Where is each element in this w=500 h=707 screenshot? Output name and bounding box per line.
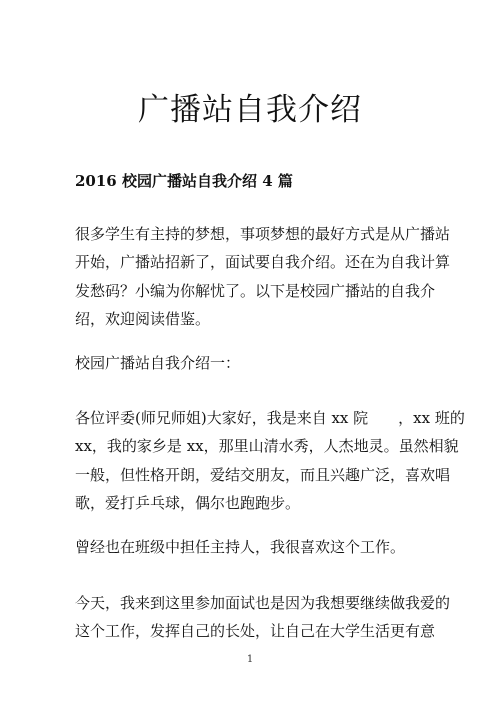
text-line: 今天，我来到这里参加面试也是因为我想要继续做我爱的 xyxy=(75,594,451,612)
page-title: 广播站自我介绍 xyxy=(138,92,362,128)
text-line: xx，我的家乡是 xx，那里山清水秀，人杰地灵。虽然相貌 xyxy=(75,437,459,456)
document-subtitle: 2016 校园广播站自我介绍 4 篇 xyxy=(75,172,293,190)
text-line: 很多学生有主持的梦想，事项梦想的最好方式是从广播站 xyxy=(75,225,451,243)
text-line: 发愁码？小编为你解忧了。以下是校园广播站的自我介 xyxy=(75,281,436,300)
text-line: 各位评委(师兄师姐)大家好，我是来自 xx 院 ，xx 班的 xyxy=(75,409,465,427)
section-heading xyxy=(75,349,430,377)
paragraph-experience xyxy=(75,533,430,561)
text-line: 这个工作，发挥自己的长处，让自己在大学生活更有意 xyxy=(75,622,436,641)
paragraph-self-introduction xyxy=(75,404,465,518)
paragraph-intro xyxy=(75,220,451,334)
page-number: 1 xyxy=(246,654,254,665)
paragraph-motivation xyxy=(75,589,451,646)
text-line: 校园广播站自我介绍一： xyxy=(75,354,241,372)
text-line: 歌，爱打乒乓球，偶尔也跑跑步。 xyxy=(75,494,301,513)
text-line: 曾经也在班级中担任主持人，我很喜欢这个工作。 xyxy=(75,538,406,556)
text-line: 绍，欢迎阅读借鉴。 xyxy=(75,310,211,329)
text-line: 开始，广播站招新了，面试要自我介绍。还在为自我计算 xyxy=(75,253,451,272)
text-line: 一般，但性格开朗，爱结交朋友，而且兴趣广泛，喜欢唱 xyxy=(75,465,451,484)
